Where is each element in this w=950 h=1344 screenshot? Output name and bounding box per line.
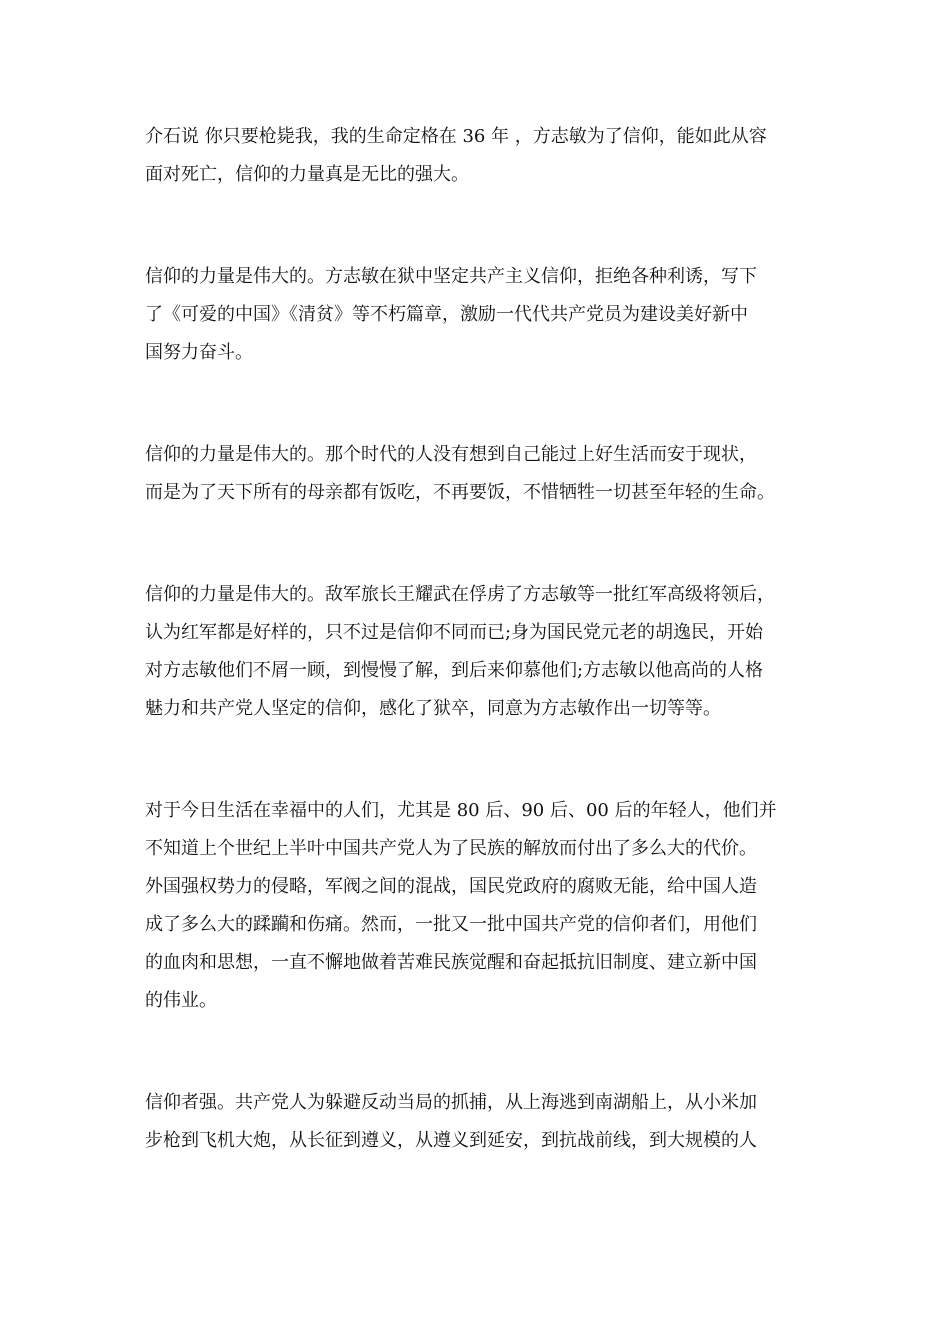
paragraph-5-line-1: 对于今日生活在幸福中的人们，尤其是 80 后、90 后、00 后的年轻人，他们并 (145, 800, 777, 821)
paragraph-5-line-6: 的伟业。 (145, 990, 217, 1011)
paragraph-2-line-3: 国努力奋斗。 (145, 342, 253, 363)
paragraph-5-line-4: 成了多么大的蹂躏和伤痛。然而，一批又一批中国共产党的信仰者们，用他们 (145, 914, 757, 935)
paragraph-2-line-2: 了《可爱的中国》《清贫》等不朽篇章，激励一代代共产党员为建设美好新中 (145, 304, 748, 325)
paragraph-6-line-2: 步枪到飞机大炮，从长征到遵义，从遵义到延安，到抗战前线，到大规模的人 (145, 1130, 757, 1151)
paragraph-4-line-1: 信仰的力量是伟大的。敌军旅长王耀武在俘虏了方志敏等一批红军高级将领后， (145, 584, 775, 605)
paragraph-4-line-2: 认为红军都是好样的，只不过是信仰不同而已;身为国民党元老的胡逸民，开始 (145, 622, 764, 643)
paragraph-5-line-2: 不知道上个世纪上半叶中国共产党人为了民族的解放而付出了多么大的代价。 (145, 838, 757, 859)
paragraph-1-line-2: 面对死亡，信仰的力量真是无比的强大。 (145, 164, 469, 185)
paragraph-6-line-1: 信仰者强。共产党人为躲避反动当局的抓捕，从上海逃到南湖船上，从小米加 (145, 1092, 757, 1113)
paragraph-3-line-1: 信仰的力量是伟大的。那个时代的人没有想到自己能过上好生活而安于现状， (145, 444, 757, 465)
paragraph-4-line-4: 魅力和共产党人坚定的信仰，感化了狱卒，同意为方志敏作出一切等等。 (145, 698, 721, 719)
paragraph-5-line-3: 外国强权势力的侵略，军阀之间的混战，国民党政府的腐败无能，给中国人造 (145, 876, 757, 897)
paragraph-2-line-1: 信仰的力量是伟大的。方志敏在狱中坚定共产主义信仰，拒绝各种利诱，写下 (145, 266, 757, 287)
paragraph-4-line-3: 对方志敏他们不屑一顾，到慢慢了解，到后来仰慕他们;方志敏以他高尚的人格 (145, 660, 764, 681)
paragraph-1-line-1: 介石说 你只要枪毙我，我的生命定格在 36 年 ，方志敏为了信仰，能如此从容 (145, 126, 767, 147)
paragraph-3-line-2: 而是为了天下所有的母亲都有饭吃，不再要饭，不惜牺牲一切甚至年轻的生命。 (145, 482, 775, 503)
paragraph-5-line-5: 的血肉和思想，一直不懈地做着苦难民族觉醒和奋起抵抗旧制度、建立新中国 (145, 952, 757, 973)
